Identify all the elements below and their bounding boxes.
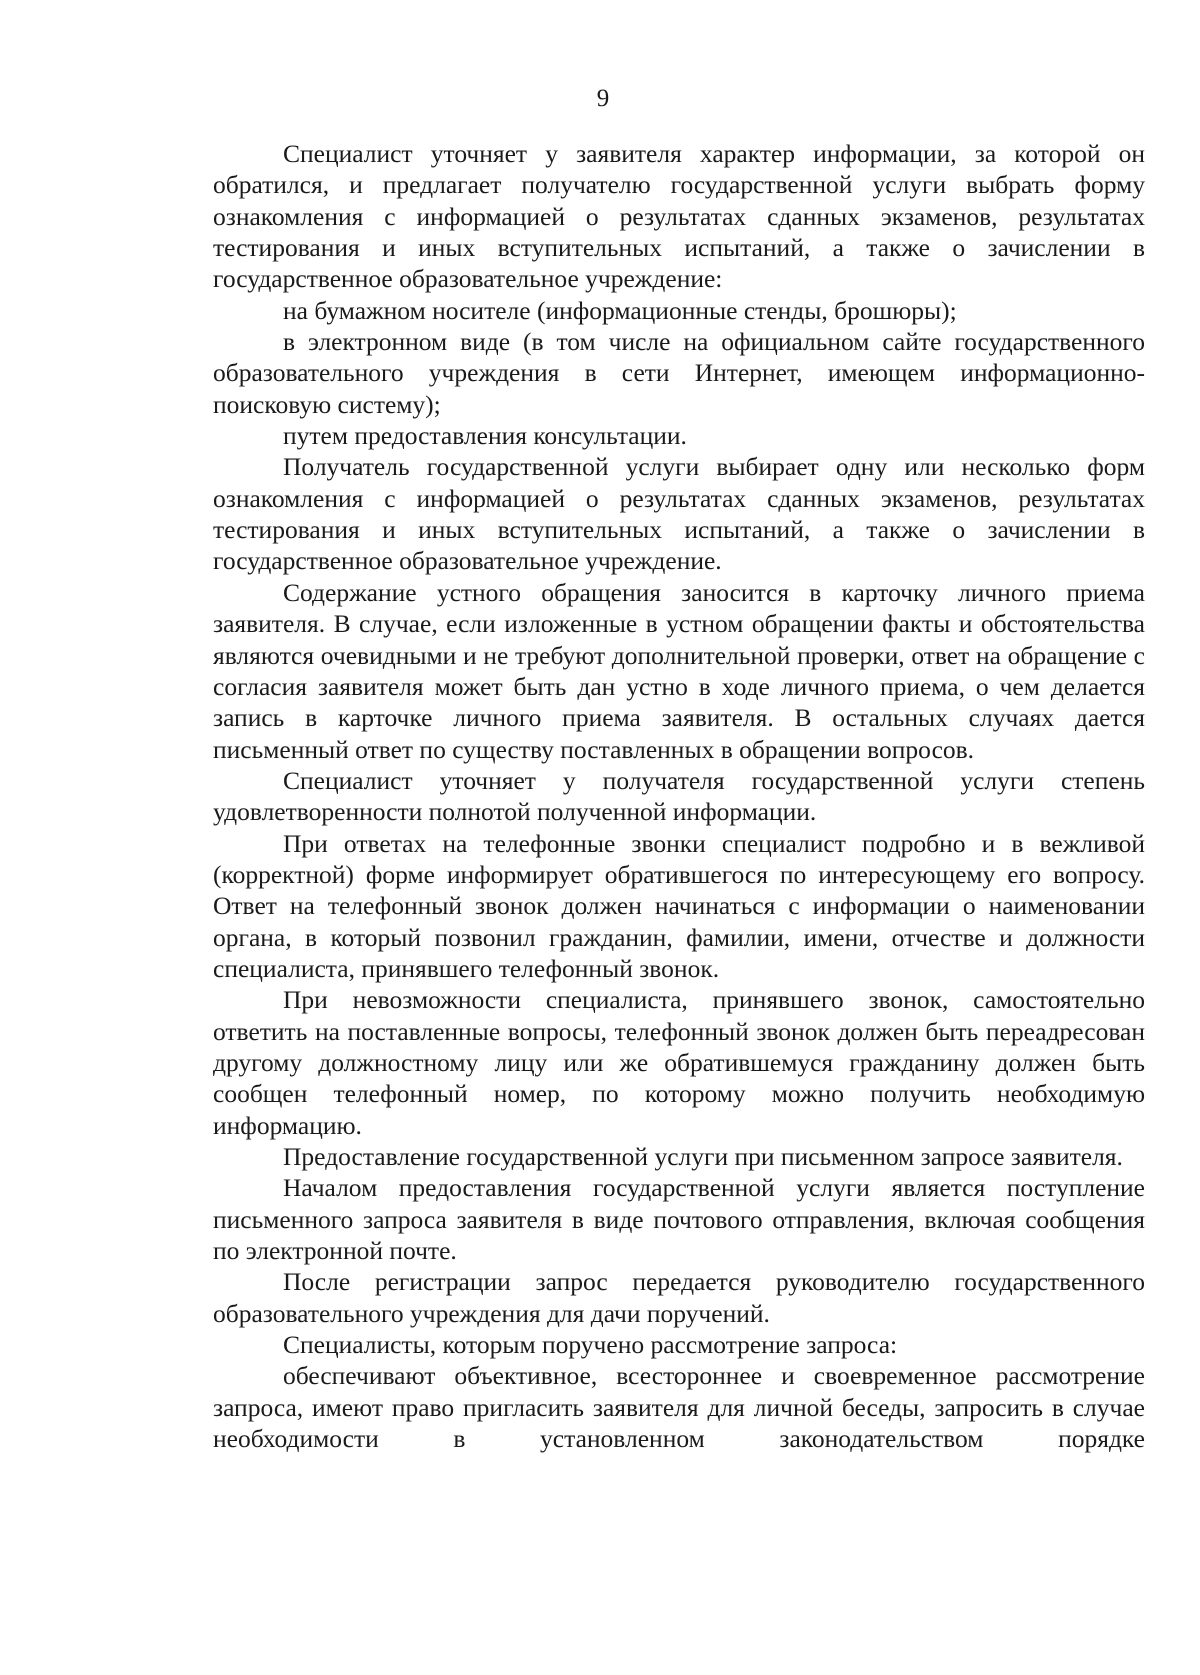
paragraph: в электронном виде (в том числе на официальном сайте государственного образовательного учреждения в сети Интернет, имеющем информационно-поисковую систему);: [213, 327, 1145, 419]
page-number: 9: [596, 85, 610, 112]
paragraph: При невозможности специалиста, принявшего звонок, самостоятельно ответить на поставленные вопросы, телефонный звонок должен быть переадресован другому должностному лицу или же обратившемуся гражданину должен быть сообщен телефонный номер, по которому можно получить необходимую информацию.: [213, 985, 1145, 1140]
paragraph: путем предоставления консультации.: [283, 421, 687, 451]
paragraph: Содержание устного обращения заносится в карточку личного приема заявителя. В случае, если изложенные в устном обращении факты и обстоятельства являются очевидными и не требуют дополнительной проверки, ответ на обращение с согласия заявителя может быть дан устно в ходе личного приема, о чем делается запись в карточке личного приема заявителя. В остальных случаях дается письменный ответ по существу поставленных в обращении вопросов.: [213, 577, 1145, 764]
paragraph: При ответах на телефонные звонки специалист подробно и в вежливой (корректной) форме информирует обратившегося по интересующему его вопросу. Ответ на телефонный звонок должен начинаться с информации о наименовании органа, в который позвонил гражданин, фамилии, имени, отчестве и должности специалиста, принявшего телефонный звонок.: [213, 828, 1145, 983]
paragraph: Началом предоставления государственной услуги является поступление письменного запроса заявителя в виде почтового отправления, включая сообщения по электронной почте.: [213, 1173, 1145, 1266]
paragraph: Специалист уточняет у заявителя характер информации, за которой он обратился, и предлагает получателю государственной услуги выбрать форму ознакомления с информацией о результатах сданных экзаменов, результатах тестирования и иных вступительных испытаний, а также о зачислении в государственное образовательное учреждение:: [213, 139, 1145, 294]
paragraph: Получатель государственной услуги выбирает одну или несколько форм ознакомления с информацией о результатах сданных экзаменов, результатах тестирования и иных вступительных испытаний, а также о зачислении в государственное образовательное учреждение.: [213, 452, 1145, 576]
paragraph: Специалист уточняет у получателя государственной услуги степень удовлетворенности полнотой полученной информации.: [213, 765, 1145, 827]
document-body: [213, 138, 1145, 1454]
paragraph: на бумажном носителе (информационные стенды, брошюры);: [283, 295, 957, 325]
paragraph: Предоставление государственной услуги при письменном запросе заявителя.: [283, 1142, 1123, 1171]
paragraph: После регистрации запрос передается руководителю государственного образовательного учреждения для дачи поручений.: [213, 1267, 1145, 1328]
paragraph: Специалисты, которым поручено рассмотрение запроса:: [283, 1330, 898, 1360]
paragraph: обеспечивают объективное, всестороннее и своевременное рассмотрение запроса, имеют право пригласить заявителя для личной беседы, запросить в случае необходимости в установленном законодательством порядке: [213, 1361, 1145, 1454]
